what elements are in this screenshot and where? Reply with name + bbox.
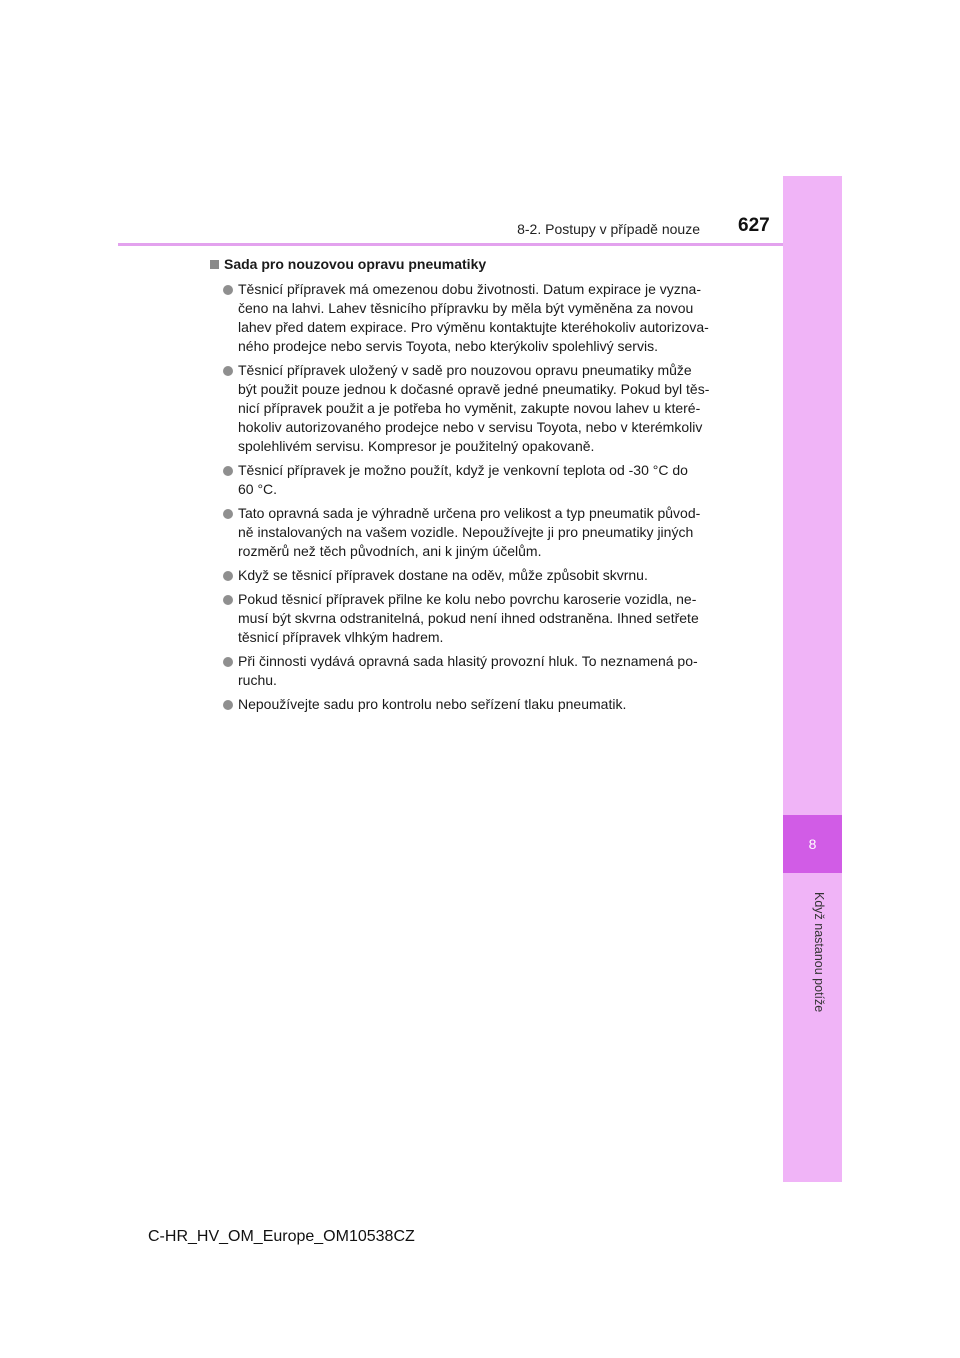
circle-bullet-icon [223,595,233,605]
bullet-text: Těsnicí přípravek uložený v sadě pro nouzovou opravu pneumatiky může být použit pouze jednou k dočasné opravě jedné pneumatiky. Pokud byl těs- nicí přípravek použit a je potřeba ho vyměnit, zakupte novou lahev u které- hokoliv autorizovaného prodejce nebo v servisu Toyota, nebo v kterémkoliv spolehlivém servisu. Kompresor je použitelný opakovaně. [238,362,710,454]
circle-bullet-icon [223,466,233,476]
bullet-text: Tato opravná sada je výhradně určena pro velikost a typ pneumatik původ- ně instalovaných na vašem vozidle. Nepoužívejte ji pro pneumatiky jiných rozměrů než těch původních, ani k jiným účelům. [238,505,701,559]
page-content [210,255,750,719]
bullet-text: Když se těsnicí přípravek dostane na oděv, může způsobit skvrnu. [238,567,648,583]
circle-bullet-icon [223,700,233,710]
bullet-text: Těsnicí přípravek má omezenou dobu životnosti. Datum expirace je vyzna- čeno na lahvi. Lahev těsnicího přípravku by měla být vyměněna za novou lahev před datem expirace. Pro výměnu kontaktujte kteréhokoliv autorizova- ného prodejce nebo servis Toyota, nebo kterýkoliv spolehlivý servis. [238,281,709,354]
section-heading: 8-2. Postupy v případě nouze [517,221,700,237]
bullet-item [210,695,750,714]
bullet-item [210,504,750,561]
chapter-title-vertical: Když nastanou potíže [812,892,826,1013]
bullet-item [210,361,750,456]
bullet-text: Pokud těsnicí přípravek přilne ke kolu nebo povrchu karoserie vozidla, ne- musí být skvrna odstranitelná, pokud není ihned odstraněna. Ihned setřete těsnicí přípravek vlhkým hadrem. [238,591,699,645]
bullet-item [210,280,750,356]
circle-bullet-icon [223,285,233,295]
bullet-item [210,590,750,647]
circle-bullet-icon [223,509,233,519]
section-title [210,255,750,274]
section-title-text: Sada pro nouzovou opravu pneumatiky [224,256,487,272]
bullet-item [210,461,750,499]
chapter-number-tab [783,815,842,873]
chapter-number: 8 [808,836,817,852]
square-bullet-icon [210,260,219,269]
bullet-text: Při činnosti vydává opravná sada hlasitý provozní hluk. To neznamená po- ruchu. [238,653,698,688]
bullet-item [210,566,750,585]
bullet-item [210,652,750,690]
page-number: 627 [738,215,770,236]
circle-bullet-icon [223,657,233,667]
document-code: C-HR_HV_OM_Europe_OM10538CZ [148,1228,415,1245]
header-divider [118,243,783,246]
chapter-side-tab [783,176,842,1182]
bullet-text: Těsnicí přípravek je možno použít, když je venkovní teplota od -30 °C do 60 °C. [238,462,688,497]
circle-bullet-icon [223,366,233,376]
circle-bullet-icon [223,571,233,581]
bullet-text: Nepoužívejte sadu pro kontrolu nebo seřízení tlaku pneumatik. [238,696,627,712]
